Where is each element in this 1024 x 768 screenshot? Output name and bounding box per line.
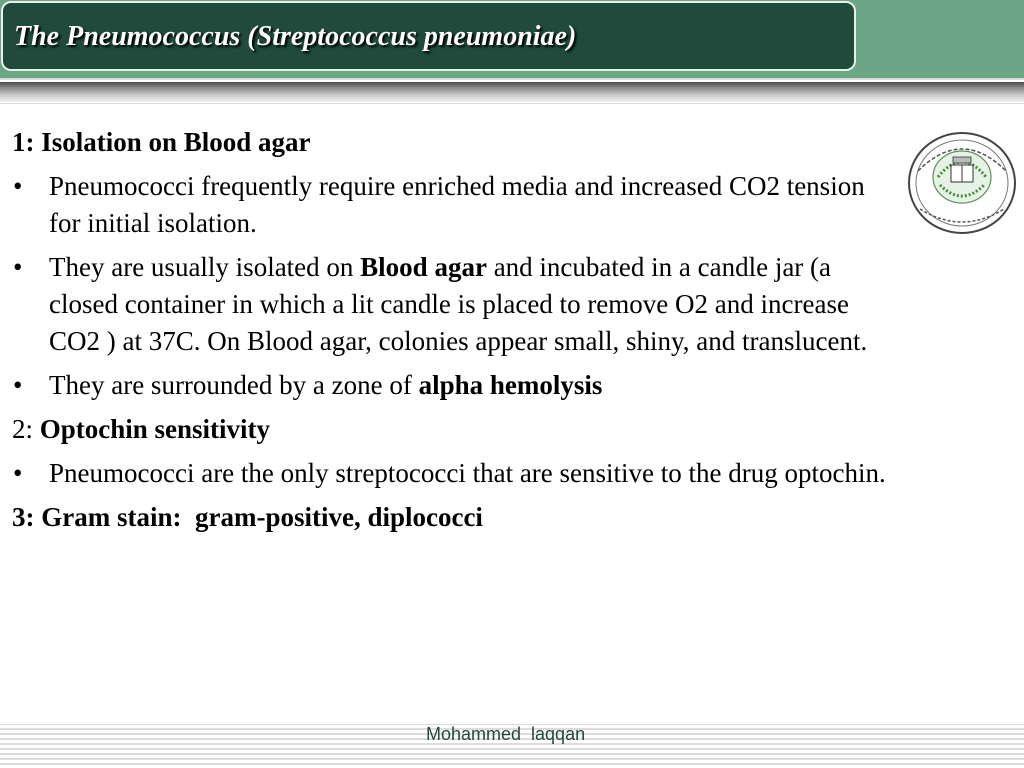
slide-title: The Pneumococcus (Streptococcus pneumoniae) [14, 21, 577, 52]
footer-author: Mohammed laqqan [426, 724, 586, 744]
bullet-blood-agar [12, 249, 902, 360]
slide-body [12, 124, 902, 543]
bullet-text: Pneumococci frequently require enriched media and increased CO2 tension for initial isolation. [49, 171, 865, 238]
bullet-dot: • [13, 370, 23, 400]
bullet-bold-term: alpha hemolysis [418, 370, 603, 400]
bullet-text-before: They are surrounded by a zone of [49, 370, 419, 400]
bullet-text-before: They are usually isolated on [49, 252, 361, 282]
heading-prefix: 2: [12, 414, 40, 444]
title-box [1, 1, 856, 71]
bullet-enriched-media [12, 168, 902, 242]
bullet-dot: • [13, 458, 23, 488]
section-heading-isolation: 1: Isolation on Blood agar [12, 127, 311, 157]
header-divider-bar [0, 82, 1024, 102]
bullet-bold-term: Blood agar [360, 252, 487, 282]
bullet-optochin [12, 455, 902, 492]
bullet-text-after: and incubated in a candle jar (a closed container in which a lit candle is placed to remove O2 and increase CO2 ) at 37C. On Blood agar, colonies appear small, shiny, and translucent. [49, 252, 868, 356]
section-heading-gram-stain: 3: Gram stain: gram-positive, diplococci [12, 502, 483, 532]
bullet-alpha-hemolysis [12, 367, 902, 404]
bullet-dot: • [13, 171, 23, 201]
section-heading-optochin [12, 411, 902, 448]
bullet-text: Pneumococci are the only streptococci that are sensitive to the drug optochin. [49, 458, 886, 488]
university-seal-icon [906, 131, 1018, 235]
bullet-dot: • [13, 252, 23, 282]
heading-bold: Optochin sensitivity [39, 414, 271, 444]
